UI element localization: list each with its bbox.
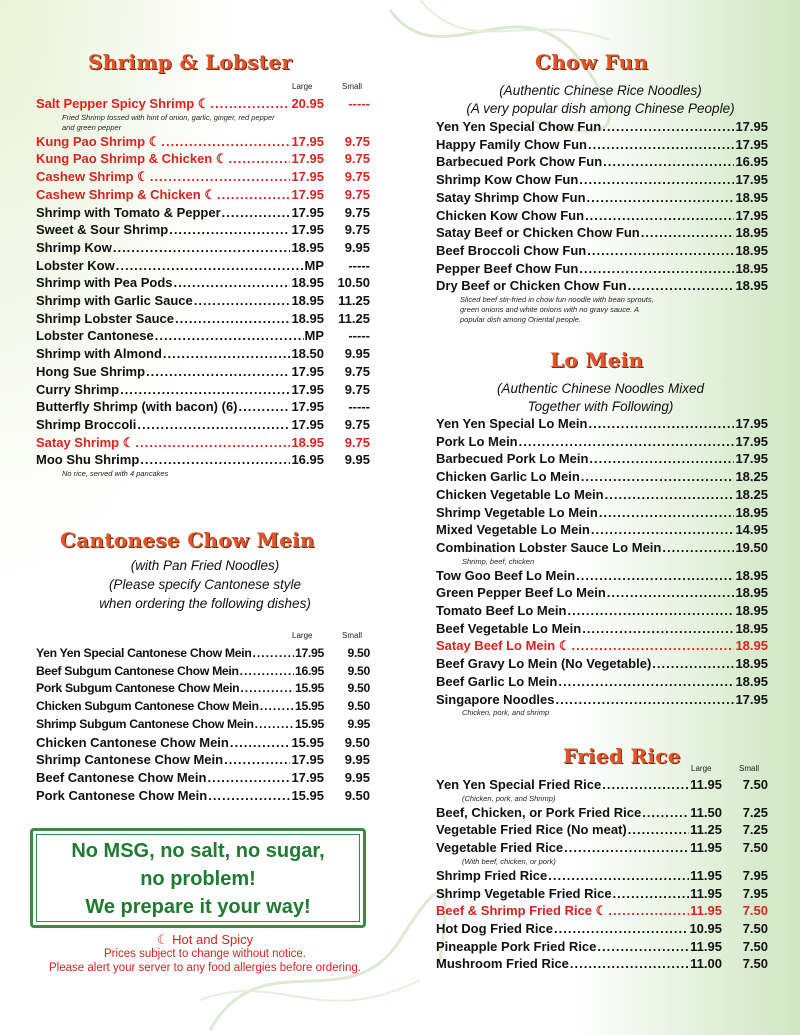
item-price-large: 11.95 <box>690 938 722 954</box>
item-price: 18.95 <box>735 620 768 636</box>
item-price: 18.95 <box>735 656 768 672</box>
item-price-large: 17.95 <box>291 204 324 220</box>
item-name: Beef Broccoli Chow Fun <box>436 242 587 258</box>
list-item <box>436 136 768 154</box>
list-item <box>36 133 370 151</box>
item-name: Shrimp Fried Rice <box>436 867 548 883</box>
list-item <box>36 257 370 275</box>
item-price-small: ----- <box>348 96 370 111</box>
list-item <box>436 655 768 673</box>
list-item <box>436 260 768 278</box>
item-price: 18.95 <box>735 225 768 241</box>
item-name: Beef Garlic Lo Mein <box>436 673 558 689</box>
item-price-large: 18.95 <box>291 310 324 326</box>
item-price-small: 7.50 <box>742 777 768 792</box>
item-price-large: 15.95 <box>295 699 324 714</box>
list-item <box>36 95 370 133</box>
item-name: Cashew Shrimp ☾ <box>36 169 149 185</box>
list-item <box>36 645 370 663</box>
list-item <box>436 691 768 719</box>
item-name: Shrimp Cantonese Chow Mein <box>36 752 224 768</box>
small-header: Small <box>342 631 363 640</box>
item-price-small: 7.50 <box>742 920 768 936</box>
item-price-large: 15.95 <box>295 681 324 696</box>
item-price: 17.95 <box>735 691 768 707</box>
section-title-shrimp-lobster: Shrimp & Lobster <box>88 50 293 74</box>
item-name: Salt Pepper Spicy Shrimp ☾ <box>36 96 210 111</box>
list-item <box>436 450 768 468</box>
item-name: Moo Shu Shrimp <box>36 452 140 468</box>
large-header: Large <box>292 631 313 640</box>
item-price-small: 9.75 <box>344 434 370 450</box>
item-price-large: 11.95 <box>690 777 722 792</box>
item-price: 17.95 <box>735 172 768 188</box>
item-price-small: ----- <box>348 328 370 344</box>
item-price-large: 11.50 <box>690 804 722 820</box>
item-name: Singapore Noodles <box>436 691 555 707</box>
list-item <box>436 867 768 885</box>
item-price-small: 7.95 <box>742 867 768 883</box>
item-price-small: 9.50 <box>344 734 370 750</box>
item-price-small: ----- <box>348 257 370 273</box>
list-item <box>36 310 370 328</box>
list-item <box>436 224 768 242</box>
list-item <box>436 602 768 620</box>
item-price-large: MP <box>304 257 324 273</box>
item-price-large: 17.95 <box>295 646 324 660</box>
item-name: Cashew Shrimp & Chicken ☾ <box>36 186 216 202</box>
list-item <box>436 902 768 920</box>
item-name: Yen Yen Special Cantonese Chow Mein <box>36 646 252 660</box>
item-price-small: 9.95 <box>344 346 370 362</box>
item-name: Shrimp with Garlic Sauce <box>36 293 193 309</box>
item-price-large: 17.95 <box>291 151 324 167</box>
item-name: Yen Yen Special Fried Rice <box>436 777 602 792</box>
section-title-lo-mein: Lo Mein <box>550 348 644 372</box>
item-name: Shrimp Lobster Sauce <box>36 310 174 326</box>
list-item <box>436 468 768 486</box>
section-subtitle: (Authentic Chinese Rice Noodles) <box>499 83 702 98</box>
list-item <box>36 434 370 452</box>
list-item <box>36 239 370 257</box>
item-note: No rice, served with 4 pancakes <box>62 469 169 479</box>
item-name: Pineapple Pork Fried Rice <box>436 938 597 954</box>
section-title-cantonese: Cantonese Chow Mein <box>60 528 315 552</box>
small-header: Small <box>739 764 760 773</box>
item-price: 18.95 <box>735 567 768 583</box>
item-price: 18.25 <box>735 469 768 485</box>
item-name: Shrimp Vegetable Fried Rice <box>436 885 612 901</box>
list-item <box>436 189 768 207</box>
item-price-small: 9.95 <box>344 239 370 255</box>
item-name: Butterfly Shrimp (with bacon) (6) <box>36 399 238 415</box>
item-price-large: 11.95 <box>690 903 722 919</box>
small-header: Small <box>342 82 363 91</box>
hot-pepper-icon: ☾ <box>204 186 216 202</box>
item-price-large: 18.95 <box>291 434 324 450</box>
cantonese-list <box>36 645 370 804</box>
list-item <box>36 221 370 239</box>
item-name: Curry Shrimp <box>36 381 120 397</box>
item-price-small: 7.50 <box>742 903 768 919</box>
list-item <box>436 171 768 189</box>
list-item <box>436 955 768 973</box>
item-price-large: 17.95 <box>291 169 324 185</box>
item-price: 18.95 <box>735 242 768 258</box>
section-subtitle: when ordering the following dishes) <box>99 596 311 611</box>
item-price: 18.95 <box>735 504 768 520</box>
item-name: Mixed Vegetable Lo Mein <box>436 522 590 538</box>
item-price-small: 9.95 <box>347 716 370 731</box>
item-price-small: 9.75 <box>344 151 370 167</box>
item-price: 17.95 <box>735 433 768 449</box>
list-item <box>436 118 768 136</box>
list-item <box>36 698 370 716</box>
item-price-large: 15.95 <box>291 787 324 803</box>
section-title-fried-rice: Fried Rice <box>563 744 681 768</box>
item-name: Chicken Vegetable Lo Mein <box>436 486 604 502</box>
item-name: Satay Beef or Chicken Chow Fun <box>436 225 640 241</box>
item-price-small: 9.75 <box>344 222 370 238</box>
hot-pepper-icon: ☾ <box>197 96 210 111</box>
hot-pepper-icon: ☾ <box>156 932 169 947</box>
item-name: Shrimp with Pea Pods <box>36 275 173 291</box>
list-item <box>436 584 768 602</box>
item-name: Kung Pao Shrimp ☾ <box>36 133 161 149</box>
item-price-small: ----- <box>348 399 370 415</box>
item-name: Tomato Beef Lo Mein <box>436 603 567 619</box>
item-name: Pork Subgum Cantonese Chow Mein <box>36 681 240 696</box>
item-price: 18.95 <box>735 603 768 619</box>
lo-mein-list <box>436 415 768 718</box>
item-name: Yen Yen Special Lo Mein <box>436 416 588 431</box>
item-note: Shrimp, beef, chicken <box>462 556 535 566</box>
list-item <box>36 734 370 752</box>
list-item <box>36 769 370 787</box>
item-price-large: 17.95 <box>291 416 324 432</box>
item-price-small: 9.50 <box>344 787 370 803</box>
item-name: Satay Shrimp ☾ <box>36 434 135 450</box>
large-header: Large <box>691 764 712 773</box>
item-name: Vegetable Fried Rice <box>436 840 564 856</box>
section-subtitle: (Authentic Chinese Noodles Mixed <box>496 381 705 396</box>
item-price-small: 7.50 <box>742 840 768 856</box>
item-name: Shrimp Subgum Cantonese Chow Mein <box>36 716 254 731</box>
item-price-large: MP <box>304 328 324 344</box>
item-name: Satay Shrimp Chow Fun <box>436 189 586 205</box>
item-price-small: 10.50 <box>337 275 370 291</box>
list-item <box>436 804 768 822</box>
item-price-small: 9.75 <box>344 204 370 220</box>
item-name: Pork Lo Mein <box>436 433 518 449</box>
item-name: Green Pepper Beef Lo Mein <box>436 585 606 601</box>
list-item <box>436 567 768 585</box>
list-item <box>436 486 768 504</box>
item-name: Shrimp Kow <box>36 239 112 255</box>
item-price: 18.95 <box>735 673 768 689</box>
prices-notice: Prices subject to change without notice. <box>103 948 306 960</box>
item-price: 17.95 <box>735 119 768 134</box>
promo-line: No MSG, no salt, no sugar, <box>71 840 325 862</box>
item-price-large: 16.95 <box>291 452 324 468</box>
item-price-large: 17.95 <box>291 222 324 238</box>
item-price-small: 9.95 <box>344 752 370 768</box>
item-price-large: 20.95 <box>291 96 324 111</box>
item-price-small: 9.75 <box>344 363 370 379</box>
item-name: Chicken Garlic Lo Mein <box>436 469 580 485</box>
item-name: Barbecued Pork Chow Fun <box>436 154 603 170</box>
hot-pepper-icon: ☾ <box>122 434 135 450</box>
item-name: Sweet & Sour Shrimp <box>36 222 169 238</box>
list-item <box>436 776 768 804</box>
item-name: Hot Dog Fried Rice <box>436 920 554 936</box>
list-item <box>36 751 370 769</box>
item-price-large: 16.95 <box>295 663 324 678</box>
list-item <box>436 938 768 956</box>
chow-fun-list <box>436 118 768 325</box>
no-msg-promo-box <box>30 828 366 928</box>
item-price-small: 7.25 <box>742 822 768 838</box>
item-name: Shrimp with Tomato & Pepper <box>36 204 221 220</box>
item-name: Vegetable Fried Rice (No meat) <box>436 822 627 838</box>
item-price-large: 11.95 <box>690 885 722 901</box>
list-item <box>36 345 370 363</box>
list-item <box>36 363 370 381</box>
item-price-large: 18.50 <box>291 346 324 362</box>
item-name: Beef, Chicken, or Pork Fried Rice <box>436 804 642 820</box>
fried-rice-list <box>436 776 768 973</box>
item-price-small: 7.50 <box>742 938 768 954</box>
item-price: 18.95 <box>735 278 768 294</box>
list-item <box>436 821 768 839</box>
list-item <box>36 680 370 698</box>
section-subtitle: (with Pan Fried Noodles) <box>130 558 280 573</box>
item-price: 18.95 <box>735 260 768 276</box>
item-price-small: 9.50 <box>347 681 370 696</box>
list-item <box>436 207 768 225</box>
item-price: 18.95 <box>735 189 768 205</box>
hot-spicy-legend: ☾ Hot and Spicy <box>156 932 254 947</box>
item-name: Tow Goo Beef Lo Mein <box>436 567 576 583</box>
list-item <box>36 327 370 345</box>
item-name: Beef Vegetable Lo Mein <box>436 620 582 636</box>
item-price: 17.95 <box>735 451 768 467</box>
item-price-large: 11.95 <box>690 867 722 883</box>
item-price-large: 17.95 <box>291 769 324 785</box>
item-name: Beef Gravy Lo Mein (No Vegetable) <box>436 656 652 672</box>
promo-line: We prepare it your way! <box>85 896 311 918</box>
list-item <box>436 920 768 938</box>
item-name: Beef & Shrimp Fried Rice ☾ <box>436 903 608 919</box>
list-item <box>436 415 768 433</box>
list-item <box>436 885 768 903</box>
list-item <box>36 150 370 168</box>
list-item <box>436 521 768 539</box>
shrimp-lobster-list <box>36 95 370 479</box>
item-name: Pork Cantonese Chow Mein <box>36 787 208 803</box>
item-price-large: 15.95 <box>291 734 324 750</box>
item-name: Chicken Kow Chow Fun <box>436 207 585 223</box>
item-price-small: 9.75 <box>344 381 370 397</box>
list-item <box>436 673 768 691</box>
item-note: (With beef, chicken, or pork) <box>462 856 556 866</box>
list-item <box>436 433 768 451</box>
item-price-small: 9.75 <box>344 186 370 202</box>
item-price: 18.95 <box>735 585 768 601</box>
allergy-notice: Please alert your server to any food allergies before ordering. <box>49 962 361 974</box>
item-name: Yen Yen Special Chow Fun <box>436 119 602 134</box>
hot-pepper-icon: ☾ <box>558 638 571 654</box>
item-name: Hong Sue Shrimp <box>36 363 146 379</box>
item-price-large: 17.95 <box>291 381 324 397</box>
list-item <box>36 663 370 681</box>
item-name: Lobster Cantonese <box>36 328 154 344</box>
item-price: 19.50 <box>735 539 768 555</box>
list-item <box>436 839 768 867</box>
item-price-large: 17.95 <box>291 363 324 379</box>
section-subtitle: (Please specify Cantonese style <box>108 577 302 592</box>
list-item <box>36 274 370 292</box>
item-price-large: 18.95 <box>291 293 324 309</box>
item-price: 14.95 <box>735 522 768 538</box>
item-price: 18.25 <box>735 486 768 502</box>
item-price-small: 11.25 <box>338 293 370 309</box>
list-item <box>436 277 768 325</box>
item-price-small: 9.50 <box>347 646 370 660</box>
item-name: Shrimp Vegetable Lo Mein <box>436 504 598 520</box>
item-note: Sliced beef stir-fried in chow fun noodle with bean sprouts, green onions and white onions with no gravy sauce. A popular dish among Oriental people. <box>460 295 654 325</box>
item-price-large: 17.95 <box>291 399 324 415</box>
promo-line: no problem! <box>140 868 256 890</box>
item-price-large: 17.95 <box>291 133 324 149</box>
footer-notes <box>20 933 390 975</box>
item-price-small: 7.95 <box>742 885 768 901</box>
list-item <box>436 153 768 171</box>
item-name: Barbecued Pork Lo Mein <box>436 451 589 467</box>
item-note: Chicken, pork, and shrimp <box>462 708 550 718</box>
item-name: Lobster Kow <box>36 257 115 273</box>
item-price: 18.95 <box>735 638 768 654</box>
item-name: Beef Subgum Cantonese Chow Mein <box>36 663 239 678</box>
item-price-small: 11.25 <box>338 310 370 326</box>
item-price-large: 17.95 <box>291 752 324 768</box>
item-price-large: 18.95 <box>291 275 324 291</box>
hot-pepper-icon: ☾ <box>137 169 149 185</box>
list-item <box>36 716 370 734</box>
item-name: Shrimp with Almond <box>36 346 162 362</box>
item-price-small: 9.75 <box>344 133 370 149</box>
item-name: Chicken Cantonese Chow Mein <box>36 734 229 750</box>
item-price-large: 11.95 <box>690 840 722 856</box>
hot-pepper-icon: ☾ <box>215 151 228 167</box>
list-item <box>36 381 370 399</box>
hot-pepper-icon: ☾ <box>595 903 608 919</box>
hot-pepper-icon: ☾ <box>148 133 161 149</box>
list-item <box>436 242 768 260</box>
section-title-chow-fun: Chow Fun <box>535 50 649 74</box>
item-price: 17.95 <box>735 416 768 431</box>
item-price-large: 18.95 <box>291 239 324 255</box>
item-note: (Chicken, pork, and Shrimp) <box>462 793 556 803</box>
item-price: 17.95 <box>735 207 768 223</box>
list-item <box>436 539 768 567</box>
item-name: Kung Pao Shrimp & Chicken ☾ <box>36 151 228 167</box>
item-price-small: 9.95 <box>344 769 370 785</box>
item-name: Combination Lobster Sauce Lo Mein <box>436 539 662 555</box>
item-name: Shrimp Broccoli <box>36 416 137 432</box>
item-price-small: 7.50 <box>742 956 768 972</box>
section-subtitle: (A very popular dish among Chinese People) <box>466 101 735 116</box>
item-price: 16.95 <box>735 154 768 170</box>
list-item <box>36 204 370 222</box>
item-price-small: 7.25 <box>742 804 768 820</box>
item-name: Happy Family Chow Fun <box>436 136 587 152</box>
list-item <box>36 398 370 416</box>
item-name: Satay Beef Lo Mein ☾ <box>436 638 571 654</box>
list-item <box>436 637 768 655</box>
item-price: 17.95 <box>735 136 768 152</box>
item-price-large: 11.25 <box>690 822 722 838</box>
item-name: Mushroom Fried Rice <box>436 956 569 972</box>
item-price-small: 9.75 <box>344 169 370 185</box>
item-price-small: 9.50 <box>347 699 370 714</box>
item-price-small: 9.75 <box>344 416 370 432</box>
item-name: Dry Beef or Chicken Chow Fun <box>436 278 627 294</box>
item-name: Beef Cantonese Chow Mein <box>36 769 207 785</box>
list-item <box>36 186 370 204</box>
item-price-large: 15.95 <box>295 716 324 731</box>
list-item <box>36 168 370 186</box>
list-item <box>36 292 370 310</box>
list-item <box>36 451 370 479</box>
item-name: Shrimp Kow Chow Fun <box>436 172 579 188</box>
item-name: Pepper Beef Chow Fun <box>436 260 579 276</box>
item-price-small: 9.95 <box>344 452 370 468</box>
list-item <box>436 504 768 522</box>
list-item <box>36 416 370 434</box>
item-note: Fried Shrimp tossed with hint of onion, garlic, ginger, red pepper and green pepper <box>62 112 275 132</box>
item-price-large: 17.95 <box>291 186 324 202</box>
item-price-large: 10.95 <box>689 920 722 936</box>
section-subtitle: Together with Following) <box>527 399 674 414</box>
item-name: Chicken Subgum Cantonese Chow Mein <box>36 699 259 714</box>
item-price-large: 11.00 <box>690 956 722 972</box>
large-header: Large <box>292 82 313 91</box>
list-item <box>436 620 768 638</box>
list-item <box>36 787 370 805</box>
item-price-small: 9.50 <box>347 663 370 678</box>
